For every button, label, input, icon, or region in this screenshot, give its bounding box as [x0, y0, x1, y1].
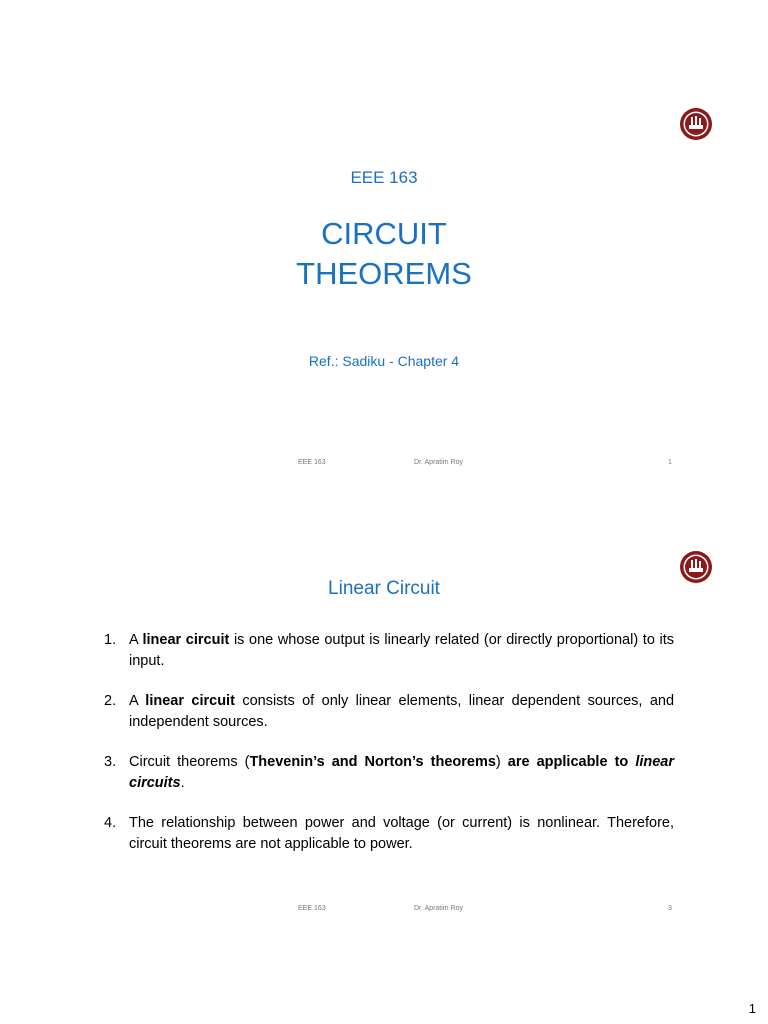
- item-text: A: [129, 693, 146, 709]
- item-number: 2.: [104, 693, 117, 709]
- page-number: 1: [748, 1001, 756, 1016]
- course-code: EEE 163: [350, 168, 418, 187]
- point-list: [104, 630, 674, 874]
- list-item: [104, 630, 674, 671]
- item-number: 1.: [104, 632, 117, 648]
- item-text: .: [180, 774, 185, 791]
- item-text: ): [495, 754, 508, 770]
- footer-slide-number: 1: [668, 459, 672, 466]
- item-bold-text: are applicable to: [507, 754, 636, 770]
- footer-course: EEE 163: [298, 459, 326, 466]
- item-text: consists of only linear elements, linear dependent sources, and independent sources.: [129, 693, 675, 730]
- item-bold-text: linear circuit: [145, 693, 235, 709]
- footer-course: EEE 163: [298, 905, 326, 912]
- title-line-1: CIRCUIT: [321, 216, 447, 251]
- item-text: Circuit theorems (: [129, 754, 250, 770]
- item-bold-text: Thevenin’s and Norton’s theorems: [249, 754, 496, 770]
- list-item: [104, 691, 674, 732]
- slide-title: [0, 214, 768, 294]
- item-number: 3.: [104, 754, 117, 770]
- item-bold-text: linear circuit: [142, 632, 230, 648]
- footer-slide-number: 3: [668, 905, 672, 912]
- item-number: 4.: [104, 815, 117, 831]
- item-text: The relationship between power and voltage (or current) is nonlinear. Therefore, circuit theorems are not applicable to power.: [129, 815, 674, 852]
- university-seal-icon: [679, 107, 713, 141]
- slide-title: Linear Circuit: [328, 578, 440, 599]
- footer-author: Dr. Apratim Roy: [414, 459, 464, 466]
- list-item: [104, 752, 674, 793]
- list-item: [104, 813, 674, 854]
- title-line-2: THEOREMS: [296, 256, 472, 291]
- item-bold-italic-text: linear circuits: [129, 754, 674, 791]
- item-text: is one whose output is linearly related (or directly proportional) to its input.: [129, 632, 674, 669]
- footer-author: Dr. Apratim Roy: [414, 905, 464, 912]
- slide-2: [0, 512, 768, 960]
- reference-text: Ref.: Sadiku - Chapter 4: [308, 353, 460, 369]
- item-text: A: [129, 632, 143, 648]
